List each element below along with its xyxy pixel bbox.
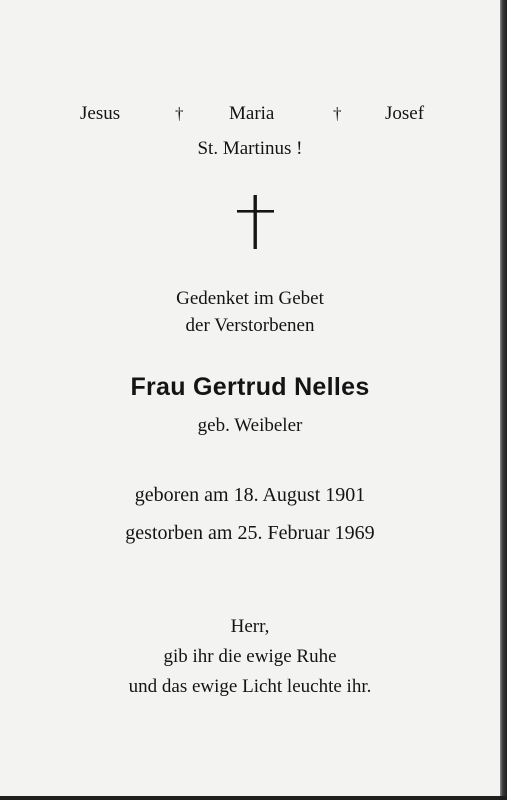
death-date: gestorben am 25. Februar 1969 (125, 522, 375, 544)
birth-date: geboren am 18. August 1901 (134, 484, 366, 506)
prayer-line-1: Herr, (230, 616, 270, 637)
prayer-line-3: und das ewige Licht leuchte ihr. (128, 676, 372, 697)
card-bottom-edge (0, 796, 507, 800)
remembrance-line-1: Gedenket im Gebet (176, 288, 324, 309)
deceased-name: Frau Gertrud Nelles (130, 373, 370, 401)
small-cross-icon: † (175, 104, 184, 123)
small-cross-icon: † (333, 104, 342, 123)
header-maria: Maria (229, 103, 275, 124)
header-jesus: Jesus (80, 103, 121, 124)
invocation: St. Martinus ! (197, 138, 303, 159)
maiden-name: geb. Weibeler (197, 415, 303, 436)
remembrance-line-2: der Verstorbenen (185, 315, 315, 336)
prayer-line-2: gib ihr die ewige Ruhe (163, 646, 337, 667)
card-edge-shadow (500, 0, 507, 800)
latin-cross-icon (232, 193, 280, 253)
header-josef: Josef (385, 103, 425, 124)
